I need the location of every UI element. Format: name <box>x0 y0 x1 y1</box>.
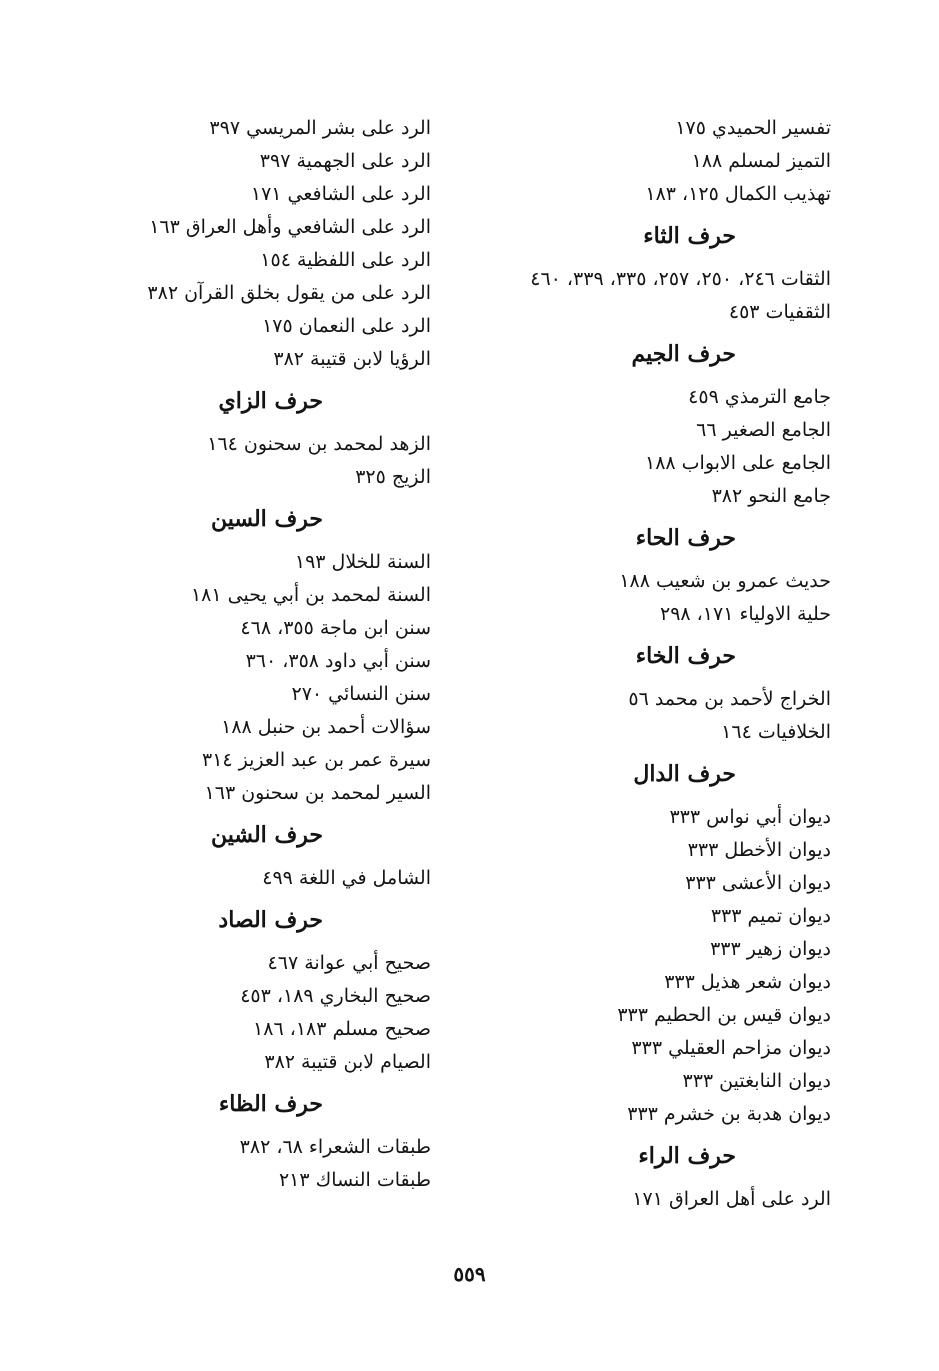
index-entry: ديوان النابغتين ٣٣٣ <box>682 1070 831 1092</box>
index-entry: ديوان قيس بن الحطيم ٣٣٣ <box>617 1004 831 1026</box>
index-column-right <box>471 112 831 1216</box>
index-entry: الجامع الصغير ٦٦ <box>696 419 831 441</box>
index-entry: السنة لمحمد بن أبي يحيى ١٨١ <box>190 584 431 606</box>
letter-section-heading: حرف الزاي <box>218 388 323 414</box>
letter-section-heading: حرف الثاء <box>643 223 736 249</box>
index-entry: ديوان أبي نواس ٣٣٣ <box>669 806 831 828</box>
index-entry: الزهد لمحمد بن سحنون ١٦٤ <box>207 433 431 455</box>
index-entry: حلية الاولياء ١٧١، ٢٩٨ <box>660 603 831 625</box>
index-entry: السنة للخلال ١٩٣ <box>294 551 431 573</box>
index-entry: ديوان زهير ٣٣٣ <box>710 938 831 960</box>
index-entry: ديوان شعر هذيل ٣٣٣ <box>664 971 831 993</box>
index-entry: الرد على الجهمية ٣٩٧ <box>259 150 431 172</box>
index-entry: الخلافيات ١٦٤ <box>721 721 831 743</box>
index-column-left <box>101 112 431 1197</box>
index-entry: الجامع على الابواب ١٨٨ <box>644 452 831 474</box>
index-entry: الرد على اللفظية ١٥٤ <box>260 249 431 271</box>
index-entry: سنن النسائي ٢٧٠ <box>291 683 431 705</box>
index-entry: طبقات النساك ٢١٣ <box>278 1169 431 1191</box>
index-entry: الرد على النعمان ١٧٥ <box>262 315 431 337</box>
letter-section-heading: حرف الدال <box>633 761 736 787</box>
index-entry: سنن أبي داود ٣٥٨، ٣٦٠ <box>245 650 431 672</box>
index-entry: سؤالات أحمد بن حنبل ١٨٨ <box>221 716 431 738</box>
index-entry: الرد على من يقول بخلق القرآن ٣٨٢ <box>147 282 431 304</box>
index-entry: تهذيب الكمال ١٢٥، ١٨٣ <box>645 183 831 205</box>
letter-section-heading: حرف الجيم <box>631 341 736 367</box>
letter-section-heading: حرف الخاء <box>635 643 736 669</box>
index-entry: سنن ابن ماجة ٣٥٥، ٤٦٨ <box>240 617 431 639</box>
index-entry: تفسير الحميدي ١٧٥ <box>675 117 831 139</box>
index-entry: حديث عمرو بن شعيب ١٨٨ <box>619 570 831 592</box>
index-entry: الخراج لأحمد بن محمد ٥٦ <box>628 688 831 710</box>
index-entry: الزيج ٣٢٥ <box>355 466 431 488</box>
index-entry: ديوان تميم ٣٣٣ <box>710 905 831 927</box>
index-entry: سيرة عمر بن عبد العزيز ٣١٤ <box>201 749 431 771</box>
index-entry: الصيام لابن قتيبة ٣٨٢ <box>264 1051 431 1073</box>
letter-section-heading: حرف الظاء <box>218 1091 323 1117</box>
index-entry: صحيح البخاري ١٨٩، ٤٥٣ <box>240 985 431 1007</box>
index-entry: ديوان هدبة بن خشرم ٣٣٣ <box>627 1103 831 1125</box>
index-entry: الرؤيا لابن قتيبة ٣٨٢ <box>273 348 431 370</box>
index-entry: جامع الترمذي ٤٥٩ <box>688 386 831 408</box>
index-entry: التميز لمسلم ١٨٨ <box>691 150 831 172</box>
letter-section-heading: حرف الصاد <box>218 907 323 933</box>
index-entry: الرد على بشر المريسي ٣٩٧ <box>209 117 431 139</box>
index-entry: جامع النحو ٣٨٢ <box>711 485 831 507</box>
index-entry: الثقات ٢٤٦، ٢٥٠، ٢٥٧، ٣٣٥، ٣٣٩، ٤٦٠ <box>530 268 831 290</box>
letter-section-heading: حرف الشين <box>210 822 323 848</box>
index-entry: السير لمحمد بن سحنون ١٦٣ <box>204 782 431 804</box>
letter-section-heading: حرف السين <box>210 506 323 532</box>
index-entry: ديوان مزاحم العقيلي ٣٣٣ <box>631 1037 831 1059</box>
letter-section-heading: حرف الحاء <box>635 525 736 551</box>
index-entry: ديوان الأخطل ٣٣٣ <box>687 839 831 861</box>
index-entry: الثقفيات ٤٥٣ <box>728 301 831 323</box>
letter-section-heading: حرف الراء <box>638 1143 736 1169</box>
index-entry: الرد على أهل العراق ١٧١ <box>632 1188 831 1210</box>
index-entry: صحيح أبي عوانة ٤٦٧ <box>267 952 431 974</box>
index-entry: الرد على الشافعي وأهل العراق ١٦٣ <box>149 216 431 238</box>
index-entry: صحيح مسلم ١٨٣، ١٨٦ <box>253 1018 431 1040</box>
index-entry: طبقات الشعراء ٦٨، ٣٨٢ <box>239 1136 431 1158</box>
index-entry: ديوان الأعشى ٣٣٣ <box>685 872 831 894</box>
index-entry: الشامل في اللغة ٤٩٩ <box>262 867 431 889</box>
page-number: ٥٥٩ <box>453 1262 486 1286</box>
index-entry: الرد على الشافعي ١٧١ <box>250 183 431 205</box>
